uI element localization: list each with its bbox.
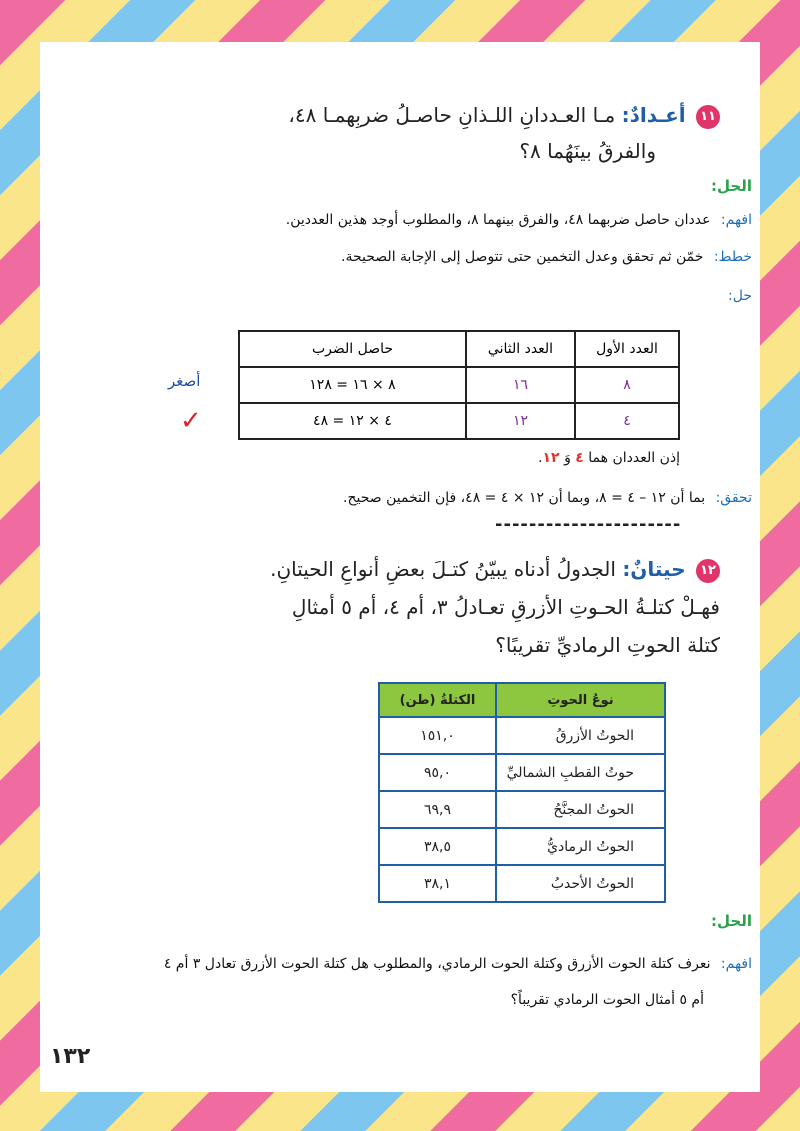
cell-first: ٤ <box>575 403 679 439</box>
cell-second: ١٢ <box>466 403 575 439</box>
understand-row <box>52 212 752 228</box>
understand2-block <box>52 946 752 1018</box>
q12-title: حيتانٌ: <box>622 557 686 581</box>
table-row <box>379 865 665 902</box>
q12-number-badge: ١٢ <box>696 559 720 583</box>
table-row <box>379 828 665 865</box>
whale-mass: ١٥١,٠ <box>379 717 496 754</box>
whale-name: الحوتُ الأزرقُ <box>496 717 665 754</box>
header-first-number: العدد الأول <box>575 331 679 367</box>
header-whale-type: نوعُ الحوتِ <box>496 683 665 717</box>
plan-row <box>52 249 752 265</box>
q12-block <box>160 550 720 664</box>
conclusion-number-a: ٤ <box>575 450 584 466</box>
plan-text: خمّن ثم تحقق وعدل التخمين حتى تتوصل إلى الإجابة الصحيحة. <box>341 249 704 265</box>
page-number: ١٣٢ <box>50 1044 91 1069</box>
whale-name: الحوتُ المجنَّحُ <box>496 791 665 828</box>
page-sheet <box>40 42 760 1092</box>
whale-mass: ٦٩,٩ <box>379 791 496 828</box>
header-mass: الكتلةُ (طن) <box>379 683 496 717</box>
header-product: حاصل الضرب <box>239 331 466 367</box>
whale-mass: ٣٨,١ <box>379 865 496 902</box>
whale-table <box>378 682 666 903</box>
understand-text: عددان حاصل ضربهما ٤٨، والفرق بينهما ٨، والمطلوب أوجد هذين العددين. <box>285 212 711 228</box>
understand2-line1: نعرف كتلة الحوت الأزرق وكتلة الحوت الرمادي، والمطلوب هل كتلة الحوت الأزرق تعادل ٣ أم ٤ <box>163 956 711 972</box>
solution2-heading: الحل: <box>711 912 752 930</box>
solve-label: حل: <box>728 288 752 304</box>
conclusion-row <box>240 450 680 466</box>
conclusion-prefix: إذن العددان هما <box>588 450 680 466</box>
q11-block <box>260 97 720 169</box>
q12-line1: الجدولُ أدناه يبيّنُ كتـلَ بعضِ أنواعِ الحيتانِ. <box>270 557 616 581</box>
whale-mass: ٣٨,٥ <box>379 828 496 865</box>
understand-label: افهم: <box>720 212 752 228</box>
solution-heading: الحل: <box>711 177 752 195</box>
table-row <box>379 754 665 791</box>
table-row <box>379 717 665 754</box>
q11-title: أعـدادٌ: <box>621 103 686 127</box>
check-mark-icon: ✓ <box>180 406 202 436</box>
smaller-note: أصغر <box>168 372 201 390</box>
q11-line2: والفرقُ بينَهُما ٨؟ <box>519 139 656 163</box>
q11-line1-row <box>260 97 720 133</box>
q12-line1-row <box>160 550 720 588</box>
dashed-separator: ---------------------- <box>495 514 682 535</box>
conclusion-end: . <box>538 450 543 466</box>
whale-name: حوتُ القطبِ الشماليِّ <box>496 754 665 791</box>
verify-label: تحقق: <box>715 490 752 506</box>
q12-line2: فهـلْ كتلـةُ الحـوتِ الأزرقِ تعـادلُ ٣، أم ٤، أم ٥ أمثالِ <box>291 595 720 619</box>
q11-line1: مـا العـددانِ اللـذانِ حاصـلُ ضربِهمـا ٤٨، <box>288 103 616 127</box>
q12-line3: كتلة الحوتِ الرماديِّ تقريبًا؟ <box>495 633 720 657</box>
cell-first: ٨ <box>575 367 679 403</box>
understand2-line2: أم ٥ أمثال الحوت الرمادي تقريباً؟ <box>510 992 704 1008</box>
table-row <box>379 791 665 828</box>
plan-label: خطط: <box>713 249 752 265</box>
cell-second: ١٦ <box>466 367 575 403</box>
table-row <box>239 367 679 403</box>
conclusion-and: وَ <box>564 450 571 466</box>
whale-table-header <box>379 683 665 717</box>
q11-number-badge: ١١ <box>696 105 720 129</box>
understand2-label: افهم: <box>720 956 752 972</box>
whale-name: الحوتُ الرماديُّ <box>496 828 665 865</box>
cell-product: ٤ × ١٢ = ٤٨ <box>239 403 466 439</box>
verify-text: بما أن ١٢ – ٤ = ٨، وبما أن ١٢ × ٤ = ٤٨، فإن التخمين صحيح. <box>343 490 706 506</box>
whale-mass: ٩٥,٠ <box>379 754 496 791</box>
whale-name: الحوتُ الأحدبُ <box>496 865 665 902</box>
header-second-number: العدد الثاني <box>466 331 575 367</box>
guess-table-header <box>239 331 679 367</box>
understand2-line1-row <box>52 946 752 982</box>
table-row <box>239 403 679 439</box>
guess-table <box>238 330 680 440</box>
verify-row <box>52 490 752 506</box>
cell-product: ٨ × ١٦ = ١٢٨ <box>239 367 466 403</box>
conclusion-number-b: ١٢ <box>542 450 560 466</box>
